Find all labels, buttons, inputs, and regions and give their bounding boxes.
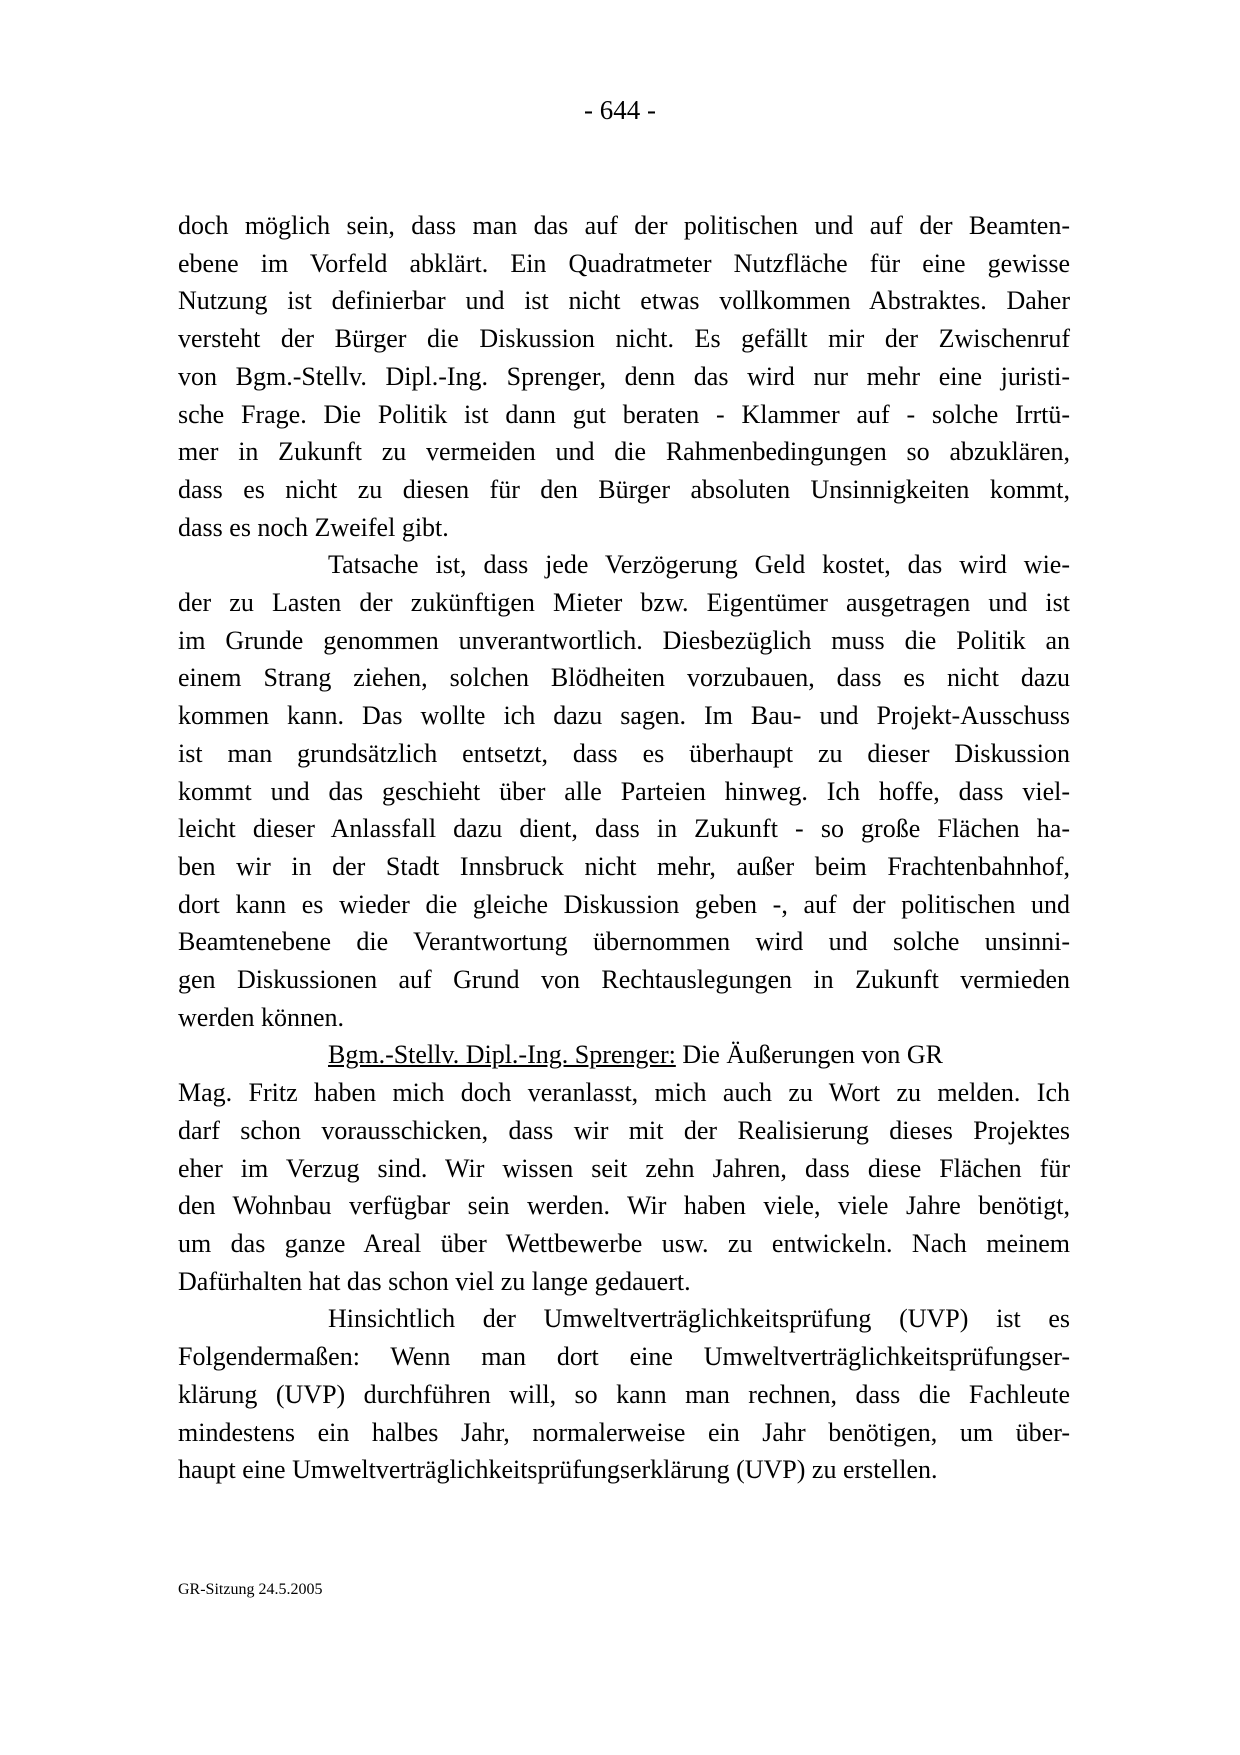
text-line: Beamtenebene die Verantwortung übernommen wird und solche unsinni-: [178, 927, 1070, 957]
text-line: Mag. Fritz haben mich doch veranlasst, mich auch zu Wort zu melden. Ich: [178, 1078, 1070, 1108]
text-line: mindestens ein halbes Jahr, normalerweise ein Jahr benötigen, um über-: [178, 1417, 1070, 1447]
body-text: [178, 207, 1070, 1489]
text-line: ben wir in der Stadt Innsbruck nicht mehr, außer beim Frachtenbahnhof,: [178, 851, 1070, 881]
text-line: im Grunde genommen unverantwortlich. Diesbezüglich muss die Politik an: [178, 625, 1070, 655]
text-line: dort kann es wieder die gleiche Diskussion geben -, auf der politischen und: [178, 889, 1070, 919]
paragraph-4: [178, 1300, 1070, 1489]
text-line: von Bgm.-Stellv. Dipl.-Ing. Sprenger, denn das wird nur mehr eine juristi-: [178, 361, 1070, 391]
text-line: dass es noch Zweifel gibt.: [178, 512, 449, 542]
page-number: - 644 -: [584, 95, 656, 125]
text-line: sche Frage. Die Politik ist dann gut beraten - Klammer auf - solche Irrtü-: [178, 399, 1070, 429]
text-line: Tatsache ist, dass jede Verzögerung Geld kostet, das wird wie-: [328, 550, 1070, 580]
text-line: Dafürhalten hat das schon viel zu lange gedauert.: [178, 1266, 691, 1296]
text-line: ist man grundsätzlich entsetzt, dass es überhaupt zu dieser Diskussion: [178, 738, 1070, 768]
text-line: werden können.: [178, 1002, 345, 1032]
paragraph-3: [178, 1036, 1070, 1300]
text-line: mer in Zukunft zu vermeiden und die Rahmenbedingungen so abzuklären,: [178, 437, 1070, 467]
text-line: klärung (UVP) durchführen will, so kann man rechnen, dass die Fachleute: [178, 1379, 1070, 1409]
text-line: einem Strang ziehen, solchen Blödheiten vorzubauen, dass es nicht dazu: [178, 663, 1070, 693]
text-line: der zu Lasten der zukünftigen Mieter bzw. Eigentümer ausgetragen und ist: [178, 588, 1070, 618]
text-line: doch möglich sein, dass man das auf der politischen und auf der Beamten-: [178, 211, 1070, 240]
text-line: leicht dieser Anlassfall dazu dient, dass in Zukunft - so große Flächen ha-: [178, 814, 1070, 844]
text-line: gen Diskussionen auf Grund von Rechtauslegungen in Zukunft vermieden: [178, 965, 1070, 995]
text-line: haupt eine Umweltverträglichkeitsprüfungserklärung (UVP) zu erstellen.: [178, 1455, 938, 1485]
text-line: kommt und das geschieht über alle Parteien hinweg. Ich hoffe, dass viel-: [178, 776, 1070, 806]
text-line: ebene im Vorfeld abklärt. Ein Quadratmeter Nutzfläche für eine gewisse: [178, 248, 1070, 278]
text-line: Nutzung ist definierbar und ist nicht etwas vollkommen Abstraktes. Daher: [178, 286, 1070, 316]
text-line: um das ganze Areal über Wettbewerbe usw. zu entwickeln. Nach meinem: [178, 1228, 1070, 1258]
text-line: kommen kann. Das wollte ich dazu sagen. Im Bau- und Projekt-Ausschuss: [178, 701, 1070, 731]
text-line: versteht der Bürger die Diskussion nicht. Es gefällt mir der Zwischenruf: [178, 324, 1070, 354]
paragraph-2: [178, 546, 1070, 1036]
page-footer: GR-Sitzung 24.5.2005: [178, 1581, 323, 1598]
text-line: Folgendermaßen: Wenn man dort eine Umweltverträglichkeitsprüfungser-: [178, 1342, 1070, 1372]
speaker-text: Die Äußerungen von GR: [675, 1040, 944, 1070]
text-line: [178, 1036, 1070, 1074]
text-line: den Wohnbau verfügbar sein werden. Wir haben viele, viele Jahre benötigt,: [178, 1191, 1070, 1221]
text-line: dass es nicht zu diesen für den Bürger absoluten Unsinnigkeiten kommt,: [178, 474, 1070, 504]
paragraph-1: [178, 207, 1070, 546]
text-line: Hinsichtlich der Umweltverträglichkeitsprüfung (UVP) ist es: [328, 1304, 1070, 1334]
text-line: darf schon vorausschicken, dass wir mit der Realisierung dieses Projektes: [178, 1115, 1070, 1145]
text-line: eher im Verzug sind. Wir wissen seit zehn Jahren, dass diese Flächen für: [178, 1153, 1070, 1183]
speaker-name: Bgm.-Stellv. Dipl.-Ing. Sprenger:: [328, 1040, 676, 1070]
